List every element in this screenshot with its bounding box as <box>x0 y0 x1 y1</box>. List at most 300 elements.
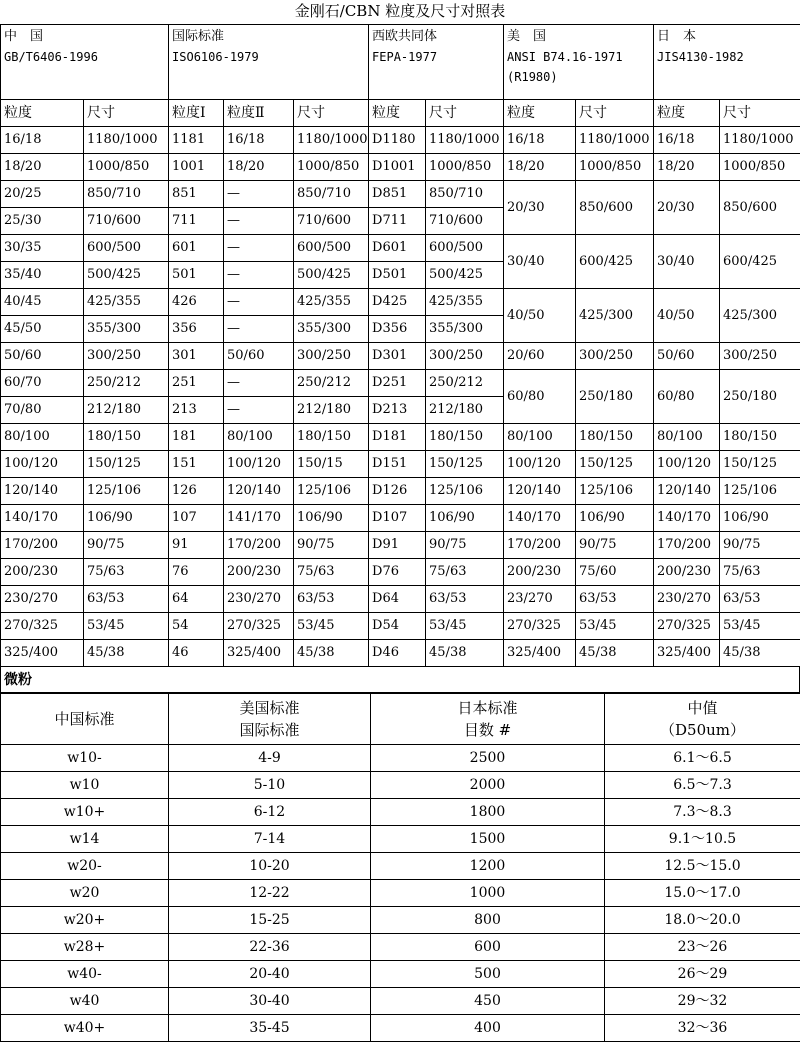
table-cell: 126 <box>169 478 224 505</box>
table-cell: 80/100 <box>654 424 720 451</box>
grit-size-table <box>0 24 800 667</box>
table-cell: 180/150 <box>576 424 654 451</box>
table-cell: 230/270 <box>654 586 720 613</box>
table-cell: D64 <box>369 586 426 613</box>
table-cell: 1001 <box>169 154 224 181</box>
table-cell: 53/45 <box>294 613 369 640</box>
table-cell: 170/200 <box>1 532 84 559</box>
table-cell: w20+ <box>1 907 169 934</box>
table-cell: 106/90 <box>720 505 800 532</box>
micro-column-header <box>371 694 605 745</box>
table-cell: 1180/1000 <box>576 127 654 154</box>
table-cell: 180/150 <box>426 424 504 451</box>
table-cell: 212/180 <box>84 397 169 424</box>
table-cell: 16/18 <box>1 127 84 154</box>
micro-powder-table <box>0 693 800 1042</box>
table-cell: 850/600 <box>720 181 800 235</box>
table-cell: 106/90 <box>426 505 504 532</box>
micro-table-row <box>1 1015 800 1042</box>
standards-header-row <box>1 25 800 100</box>
table-cell: 91 <box>169 532 224 559</box>
table-cell: 426 <box>169 289 224 316</box>
table-cell: 53/45 <box>426 613 504 640</box>
column-header: 尺寸 <box>720 100 800 127</box>
micro-table-row <box>1 961 800 988</box>
table-cell: 355/300 <box>426 316 504 343</box>
table-cell: 1180/1000 <box>426 127 504 154</box>
table-cell: 1000/850 <box>426 154 504 181</box>
table-cell: D151 <box>369 451 426 478</box>
table-cell: 1200 <box>371 853 605 880</box>
table-cell: — <box>224 208 294 235</box>
table-cell: 170/200 <box>654 532 720 559</box>
table-cell: 18/20 <box>224 154 294 181</box>
table-cell: w10+ <box>1 799 169 826</box>
table-cell: 29～32 <box>605 988 800 1015</box>
table-cell: 6-12 <box>169 799 371 826</box>
table-cell: 250/212 <box>426 370 504 397</box>
micro-column-header <box>605 694 800 745</box>
table-cell: 125/106 <box>294 478 369 505</box>
table-cell: 600/425 <box>576 235 654 289</box>
table-row <box>1 424 800 451</box>
table-cell: D851 <box>369 181 426 208</box>
table-cell: 181 <box>169 424 224 451</box>
table-cell: w10 <box>1 772 169 799</box>
table-cell: 40/50 <box>504 289 576 343</box>
table-cell: 23～26 <box>605 934 800 961</box>
table-cell: 120/140 <box>224 478 294 505</box>
table-cell: 325/400 <box>654 640 720 667</box>
table-cell: 180/150 <box>294 424 369 451</box>
table-cell: 16/18 <box>654 127 720 154</box>
page-title: 金刚石/CBN 粒度及尺寸对照表 <box>0 0 800 24</box>
micro-column-header <box>1 694 169 745</box>
table-cell: 850/710 <box>294 181 369 208</box>
standard-country: 美 国 <box>507 27 653 47</box>
table-cell: 170/200 <box>224 532 294 559</box>
table-cell: — <box>224 316 294 343</box>
micro-table-row <box>1 745 800 772</box>
column-header: 粒度 <box>654 100 720 127</box>
standard-code: ANSI B74.16-1971 <box>507 47 653 67</box>
table-cell: 851 <box>169 181 224 208</box>
table-cell: w40- <box>1 961 169 988</box>
table-cell: 250/212 <box>294 370 369 397</box>
table-cell: w28+ <box>1 934 169 961</box>
table-cell: 6.5～7.3 <box>605 772 800 799</box>
table-cell: D251 <box>369 370 426 397</box>
table-cell: 7.3～8.3 <box>605 799 800 826</box>
table-cell: — <box>224 235 294 262</box>
table-cell: 70/80 <box>1 397 84 424</box>
table-cell: 425/355 <box>84 289 169 316</box>
table-cell: 2000 <box>371 772 605 799</box>
table-cell: 16/18 <box>504 127 576 154</box>
table-cell: 63/53 <box>294 586 369 613</box>
table-cell: 16/18 <box>224 127 294 154</box>
table-cell: 46 <box>169 640 224 667</box>
table-cell: 250/180 <box>720 370 800 424</box>
table-cell: 63/53 <box>426 586 504 613</box>
micro-table-row <box>1 772 800 799</box>
table-cell: 1180/1000 <box>84 127 169 154</box>
table-cell: 600/500 <box>84 235 169 262</box>
table-cell: D54 <box>369 613 426 640</box>
table-cell: 180/150 <box>84 424 169 451</box>
header-line: 美国标准 <box>169 697 370 719</box>
standard-jis <box>654 25 800 100</box>
table-cell: 125/106 <box>720 478 800 505</box>
table-cell: 500/425 <box>294 262 369 289</box>
table-cell: 141/170 <box>224 505 294 532</box>
table-cell: 230/270 <box>224 586 294 613</box>
table-cell: 15.0～17.0 <box>605 880 800 907</box>
table-cell: 251 <box>169 370 224 397</box>
standard-ansi <box>504 25 654 100</box>
table-row <box>1 478 800 505</box>
table-cell: 425/355 <box>294 289 369 316</box>
table-cell: 850/600 <box>576 181 654 235</box>
micro-table-row <box>1 880 800 907</box>
table-cell: 26～29 <box>605 961 800 988</box>
table-cell: 106/90 <box>294 505 369 532</box>
table-cell: 120/140 <box>1 478 84 505</box>
table-cell: — <box>224 370 294 397</box>
table-cell: 356 <box>169 316 224 343</box>
table-cell: 20/25 <box>1 181 84 208</box>
table-cell: 230/270 <box>1 586 84 613</box>
table-cell: D181 <box>369 424 426 451</box>
table-cell: 1180/1000 <box>294 127 369 154</box>
table-cell: 75/63 <box>294 559 369 586</box>
table-cell: 9.1～10.5 <box>605 826 800 853</box>
table-cell: 54 <box>169 613 224 640</box>
table-cell: 10-20 <box>169 853 371 880</box>
table-cell: 1000/850 <box>84 154 169 181</box>
header-line: 中国标准 <box>1 708 168 730</box>
table-cell: 600/425 <box>720 235 800 289</box>
table-cell: 800 <box>371 907 605 934</box>
table-cell: 100/120 <box>504 451 576 478</box>
table-cell: 355/300 <box>84 316 169 343</box>
table-cell: 300/250 <box>426 343 504 370</box>
table-cell: 75/63 <box>426 559 504 586</box>
table-cell: 45/38 <box>426 640 504 667</box>
table-cell: 250/180 <box>576 370 654 424</box>
header-line: 中值 <box>605 697 800 719</box>
table-cell: 325/400 <box>1 640 84 667</box>
table-cell: 50/60 <box>654 343 720 370</box>
table-cell: 80/100 <box>1 424 84 451</box>
table-cell: w40 <box>1 988 169 1015</box>
table-cell: D213 <box>369 397 426 424</box>
table-cell: w20 <box>1 880 169 907</box>
table-cell: 35/40 <box>1 262 84 289</box>
table-cell: 125/106 <box>84 478 169 505</box>
table-cell: 212/180 <box>426 397 504 424</box>
standard-code: JIS4130-1982 <box>657 47 800 67</box>
table-row <box>1 370 800 397</box>
table-cell: 12.5～15.0 <box>605 853 800 880</box>
table-cell: 22-36 <box>169 934 371 961</box>
table-cell: 850/710 <box>426 181 504 208</box>
table-cell: 301 <box>169 343 224 370</box>
table-cell: 150/15 <box>294 451 369 478</box>
micro-table-row <box>1 853 800 880</box>
table-row <box>1 505 800 532</box>
table-cell: 90/75 <box>84 532 169 559</box>
table-cell: 50/60 <box>1 343 84 370</box>
table-cell: 75/60 <box>576 559 654 586</box>
table-cell: 300/250 <box>576 343 654 370</box>
table-cell: 63/53 <box>720 586 800 613</box>
table-cell: 425/300 <box>720 289 800 343</box>
table-cell: 180/150 <box>720 424 800 451</box>
table-cell: w14 <box>1 826 169 853</box>
header-line: 目数 # <box>371 719 604 741</box>
table-cell: 270/325 <box>504 613 576 640</box>
table-cell: 300/250 <box>294 343 369 370</box>
table-cell: 90/75 <box>294 532 369 559</box>
table-cell: 107 <box>169 505 224 532</box>
table-cell: 270/325 <box>224 613 294 640</box>
column-header: 尺寸 <box>426 100 504 127</box>
table-cell: 2500 <box>371 745 605 772</box>
table-row <box>1 181 800 208</box>
table-cell: 80/100 <box>224 424 294 451</box>
standard-code-revision: (R1980) <box>507 67 653 87</box>
table-cell: 53/45 <box>720 613 800 640</box>
table-cell: 170/200 <box>504 532 576 559</box>
standard-country: 中 国 <box>4 27 168 47</box>
table-cell: 60/70 <box>1 370 84 397</box>
table-cell: 18/20 <box>654 154 720 181</box>
table-cell: D91 <box>369 532 426 559</box>
table-cell: 200/230 <box>224 559 294 586</box>
table-cell: 18.0～20.0 <box>605 907 800 934</box>
table-row <box>1 343 800 370</box>
table-cell: 1181 <box>169 127 224 154</box>
table-cell: — <box>224 181 294 208</box>
table-cell: 1000 <box>371 880 605 907</box>
table-cell: 1800 <box>371 799 605 826</box>
table-cell: 150/125 <box>720 451 800 478</box>
table-cell: 90/75 <box>720 532 800 559</box>
table-cell: 30-40 <box>169 988 371 1015</box>
table-cell: 5-10 <box>169 772 371 799</box>
table-cell: D107 <box>369 505 426 532</box>
table-cell: 35-45 <box>169 1015 371 1042</box>
table-cell: D76 <box>369 559 426 586</box>
table-cell: 45/50 <box>1 316 84 343</box>
table-cell: 18/20 <box>504 154 576 181</box>
column-header: 粒度 <box>369 100 426 127</box>
standard-code: ISO6106-1979 <box>172 47 368 67</box>
table-cell: 90/75 <box>426 532 504 559</box>
standard-code: GB/T6406-1996 <box>4 47 168 67</box>
table-cell: 1000/850 <box>576 154 654 181</box>
table-cell: D126 <box>369 478 426 505</box>
column-header: 尺寸 <box>294 100 369 127</box>
table-row <box>1 289 800 316</box>
table-cell: 20-40 <box>169 961 371 988</box>
table-row <box>1 451 800 478</box>
micro-powder-caption: 微粉 <box>0 667 800 693</box>
table-row <box>1 235 800 262</box>
micro-table-row <box>1 826 800 853</box>
table-cell: 45/38 <box>576 640 654 667</box>
table-cell: 20/30 <box>654 181 720 235</box>
table-cell: 500/425 <box>84 262 169 289</box>
table-cell: 600/500 <box>426 235 504 262</box>
table-cell: 60/80 <box>654 370 720 424</box>
table-row <box>1 532 800 559</box>
table-cell: D1001 <box>369 154 426 181</box>
table-cell: 425/300 <box>576 289 654 343</box>
table-cell: 6.1～6.5 <box>605 745 800 772</box>
table-cell: D46 <box>369 640 426 667</box>
table-cell: 200/230 <box>654 559 720 586</box>
column-header: 粒度 <box>504 100 576 127</box>
table-cell: 500 <box>371 961 605 988</box>
table-cell: 140/170 <box>504 505 576 532</box>
standard-code: FEPA-1977 <box>372 47 503 67</box>
table-cell: — <box>224 289 294 316</box>
table-cell: D425 <box>369 289 426 316</box>
table-cell: 150/125 <box>426 451 504 478</box>
table-cell: 53/45 <box>84 613 169 640</box>
table-cell: 53/45 <box>576 613 654 640</box>
table-cell: 63/53 <box>84 586 169 613</box>
micro-table-row <box>1 988 800 1015</box>
standard-china <box>1 25 169 100</box>
table-cell: 23/270 <box>504 586 576 613</box>
standard-country: 西欧共同体 <box>372 27 503 47</box>
column-header: 尺寸 <box>84 100 169 127</box>
table-cell: 500/425 <box>426 262 504 289</box>
table-cell: 710/600 <box>426 208 504 235</box>
table-cell: 300/250 <box>720 343 800 370</box>
table-cell: 100/120 <box>654 451 720 478</box>
table-cell: w20- <box>1 853 169 880</box>
table-cell: 100/120 <box>224 451 294 478</box>
table-cell: 325/400 <box>504 640 576 667</box>
table-cell: 140/170 <box>1 505 84 532</box>
table-cell: 601 <box>169 235 224 262</box>
table-cell: 200/230 <box>1 559 84 586</box>
table-cell: 45/38 <box>720 640 800 667</box>
table-cell: 1180/1000 <box>720 127 800 154</box>
table-cell: 4-9 <box>169 745 371 772</box>
table-cell: 100/120 <box>1 451 84 478</box>
header-line: 日本标准 <box>371 697 604 719</box>
micro-table-row <box>1 907 800 934</box>
table-cell: 106/90 <box>84 505 169 532</box>
standard-country: 日 本 <box>657 27 800 47</box>
table-cell: 120/140 <box>504 478 576 505</box>
table-row <box>1 127 800 154</box>
table-row <box>1 613 800 640</box>
table-cell: 30/40 <box>504 235 576 289</box>
table-row <box>1 586 800 613</box>
table-cell: 355/300 <box>294 316 369 343</box>
table-cell: 600/500 <box>294 235 369 262</box>
table-cell: 60/80 <box>504 370 576 424</box>
table-cell: 212/180 <box>294 397 369 424</box>
table-cell: 1500 <box>371 826 605 853</box>
table-cell: 18/20 <box>1 154 84 181</box>
table-cell: 450 <box>371 988 605 1015</box>
table-cell: 12-22 <box>169 880 371 907</box>
table-cell: 400 <box>371 1015 605 1042</box>
micro-column-header <box>169 694 371 745</box>
table-cell: D356 <box>369 316 426 343</box>
table-cell: 76 <box>169 559 224 586</box>
table-cell: 325/400 <box>224 640 294 667</box>
table-cell: w10- <box>1 745 169 772</box>
table-cell: 90/75 <box>576 532 654 559</box>
table-cell: 140/170 <box>654 505 720 532</box>
column-header: 粒度Ⅰ <box>169 100 224 127</box>
table-cell: w40+ <box>1 1015 169 1042</box>
table-cell: 20/30 <box>504 181 576 235</box>
table-cell: 32～36 <box>605 1015 800 1042</box>
table-cell: 150/125 <box>84 451 169 478</box>
table-cell: 64 <box>169 586 224 613</box>
table-cell: 125/106 <box>426 478 504 505</box>
table-cell: 120/140 <box>654 478 720 505</box>
table-cell: 600 <box>371 934 605 961</box>
table-cell: D501 <box>369 262 426 289</box>
table-cell: 250/212 <box>84 370 169 397</box>
table-cell: 50/60 <box>224 343 294 370</box>
table-cell: 710/600 <box>294 208 369 235</box>
column-header: 尺寸 <box>576 100 654 127</box>
table-row <box>1 154 800 181</box>
table-cell: 75/63 <box>720 559 800 586</box>
table-cell: 106/90 <box>576 505 654 532</box>
table-cell: 75/63 <box>84 559 169 586</box>
table-cell: D601 <box>369 235 426 262</box>
table-cell: 501 <box>169 262 224 289</box>
table-cell: 125/106 <box>576 478 654 505</box>
table-cell: 45/38 <box>294 640 369 667</box>
table-cell: 20/60 <box>504 343 576 370</box>
column-header: 粒度 <box>1 100 84 127</box>
table-cell: 63/53 <box>576 586 654 613</box>
table-cell: 213 <box>169 397 224 424</box>
table-cell: 45/38 <box>84 640 169 667</box>
column-header-row <box>1 100 800 127</box>
table-cell: 7-14 <box>169 826 371 853</box>
table-cell: 15-25 <box>169 907 371 934</box>
table-cell: 25/30 <box>1 208 84 235</box>
table-cell: 300/250 <box>84 343 169 370</box>
table-cell: 40/45 <box>1 289 84 316</box>
table-cell: 150/125 <box>576 451 654 478</box>
standard-country: 国际标准 <box>172 27 368 47</box>
table-cell: 270/325 <box>1 613 84 640</box>
micro-table-row <box>1 799 800 826</box>
standard-iso <box>169 25 369 100</box>
table-cell: 151 <box>169 451 224 478</box>
table-row <box>1 559 800 586</box>
table-cell: 1000/850 <box>294 154 369 181</box>
micro-table-row <box>1 934 800 961</box>
table-row <box>1 640 800 667</box>
micro-header-row <box>1 694 800 745</box>
